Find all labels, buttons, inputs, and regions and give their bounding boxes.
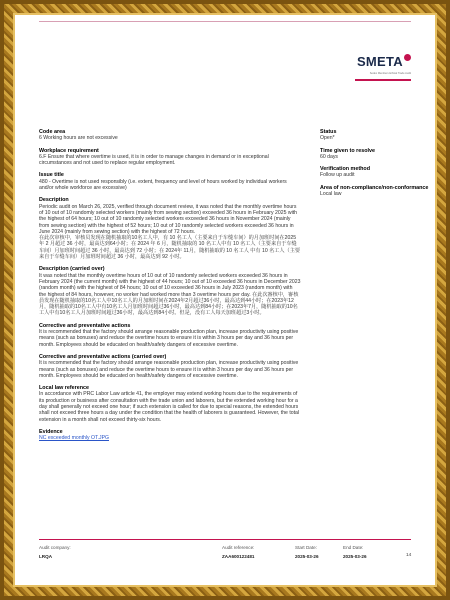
area-label: Area of non-compliance/non-conformance [320,184,429,191]
footer-start-date [295,545,319,559]
audit-reference-value: ZAA600122481 [222,554,255,559]
corrective-carried-over-label: Corrective and preventative actions (carried over) [39,353,167,360]
status-label: Status [320,129,337,135]
logo-tagline: Sedex Members Ethical Trade Audit [369,72,411,75]
verification-label: Verification method [320,166,371,173]
description-carried-over-label: Description (carried over) [39,266,105,273]
end-date-value: 2025-03-26 [343,554,367,559]
logo-text: SMETA [356,54,403,69]
logo-dot-icon [404,54,411,61]
status-value: Open* [320,135,335,142]
verification-section [320,166,430,179]
status-section [320,129,430,142]
footer-end-date [343,545,367,559]
end-date-label: End Date: [343,545,364,550]
audit-reference-label: Audit reference: [222,545,255,550]
local-law-value: In accordance with PRC Labor Law article 41, the employer may extend working hours due to the requirements of its production or business after consultation with the trade union and laborers, but the extended working hour for a day shall generally not exceed one hour; if such extension is called for due to special reasons, the extended hours shall not exceed three hours a day under the condition that the health of laborers is guaranteed. However, the total extension in a month shall not exceed thirty-six hours. [39,391,300,423]
verification-value: Follow up audit [320,172,355,179]
corrective-label: Corrective and preventative actions [39,322,131,329]
footer-audit-company [39,545,71,559]
top-rule [39,21,411,22]
workplace-requirement-section [39,148,301,167]
workplace-requirement-value: 6.F Ensure that where overtime is used, it is in order to manage changes in demand or in exceptional circumstances and not used to replace regular employment. [39,153,269,167]
description-carried-over-value: It was noted that the monthly overtime hours of 10 out of 10 randomly selected workers exceeded 36 hours in February 2024 (the current month) with the highest of 44 hours; 10 out of 10 exceeded 36 hours in December 2023 (random month) with the highest of 84 hours; 10 out of 10 exceeded 36 hours in July 2023 (random month) with the highest of 84 hours, however, no worker had worked more than 3 overtime hours per day. 在此次審核中，審核員发现在随机抽取的10名工人中10名工人的月加班时间在2024年2月超过36小时，最高达到44小时；在2023年12月，随机抽取的10名工人中有10名工人月加班时间超过36小时，最高达到84小时；在2023年7月，随机抽取的10名工人中有10名工人月加班时间超过36小时，最高达到84小时。但是，没有工人每天加班超过3小时。 [39,272,301,317]
document-page [17,17,433,583]
start-date-label: Start Date: [295,545,317,550]
page-number: 14 [406,553,412,558]
area-value: Local law [320,191,342,198]
local-law-label: Local law reference [39,385,90,392]
start-date-value: 2025-03-26 [295,554,319,559]
corrective-carried-over-section [39,354,301,379]
description-value: Periodic audit on March 26, 2025, verified through document review, it was noted that the monthly overtime hours of 10 out of 10 randomly selected workers (mainly from sewing section) exceeded 36 hours in February 2025 with the highest of 64 hours; 10 out of 10 randomly selected workers exceeded 36 hours in November 2024 (mainly from sewing section) with the highest of 52 hours; 10 out of 10 randomly selected workers exceeded 36 hours in June 2024 (mainly from sewing section) with the highest of 72 hours. 在此次审核中，审核员发现在随机抽取的10名工人中，有 10 名工人（主要来自于车缝车间）的月加班时间在2025年 2 月超过 36 小时，最高达到64小时；在 2024 年 6 月，随机抽取的 10 名工人中有 10 名工人（主要来自于车缝车间）月加班时间超过 36 小时，最高达到 72 小时；在 2024年 11月，随机抽取的 10 名工人 中有 10 名工人（主要来自于车缝车间）月加班时间超过 36 小时，最高达到 92 小时。 [39,203,300,261]
footer-rule [39,539,411,540]
area-section [320,185,430,198]
time-given-section [320,148,430,161]
time-given-value: 60 days [320,153,339,160]
corrective-value: It is recommended that the factory should arrange reasonable production plan, increase productivity using positive means (such as bonuses) and reduce the overtime hours to ensure it is within 3 hours per day and 36 hours per month. Employees should be educated on health/safety dangers of excessive overtime. [39,329,299,348]
corrective-carried-over-value: It is recommended that the factory should arrange reasonable production plan, increase productivity using positive means (such as bonuses) and reduce the overtime hours to ensure it is within 3 hours per day and 36 hours per month. Employees should be educated on health/safety dangers of excessive overtime. [39,360,299,379]
evidence-link[interactable]: NC exceeded monthly OT.JPG [39,435,109,442]
local-law-section [39,385,301,423]
issue-title-label: Issue title [39,172,64,179]
findings-left-column [39,129,301,447]
issue-title-section [39,172,301,191]
code-area-value: 6 Working hours are not excessive [39,135,118,142]
findings-right-column [320,129,430,203]
description-carried-over-section [39,266,301,316]
evidence-label: Evidence [39,428,63,435]
corrective-section [39,323,301,348]
logo-underline [355,79,411,81]
description-section [39,197,301,260]
smeta-logo [357,53,411,75]
audit-company-value: LRQA [39,554,53,559]
workplace-requirement-label: Workplace requirement [39,147,99,154]
audit-company-label: Audit company: [39,545,71,550]
footer-audit-reference [222,545,254,559]
time-given-label: Time given to resolve [320,147,376,154]
issue-title-value: 480 - Overtime is not used responsibly (i.e. extent, frequency and level of hours worked by individual workers and/or whole workforce are excessive) [39,178,287,192]
description-label: Description [39,197,69,204]
evidence-section [39,429,301,442]
code-area-label: Code area [39,129,66,135]
code-area-section [39,129,301,142]
